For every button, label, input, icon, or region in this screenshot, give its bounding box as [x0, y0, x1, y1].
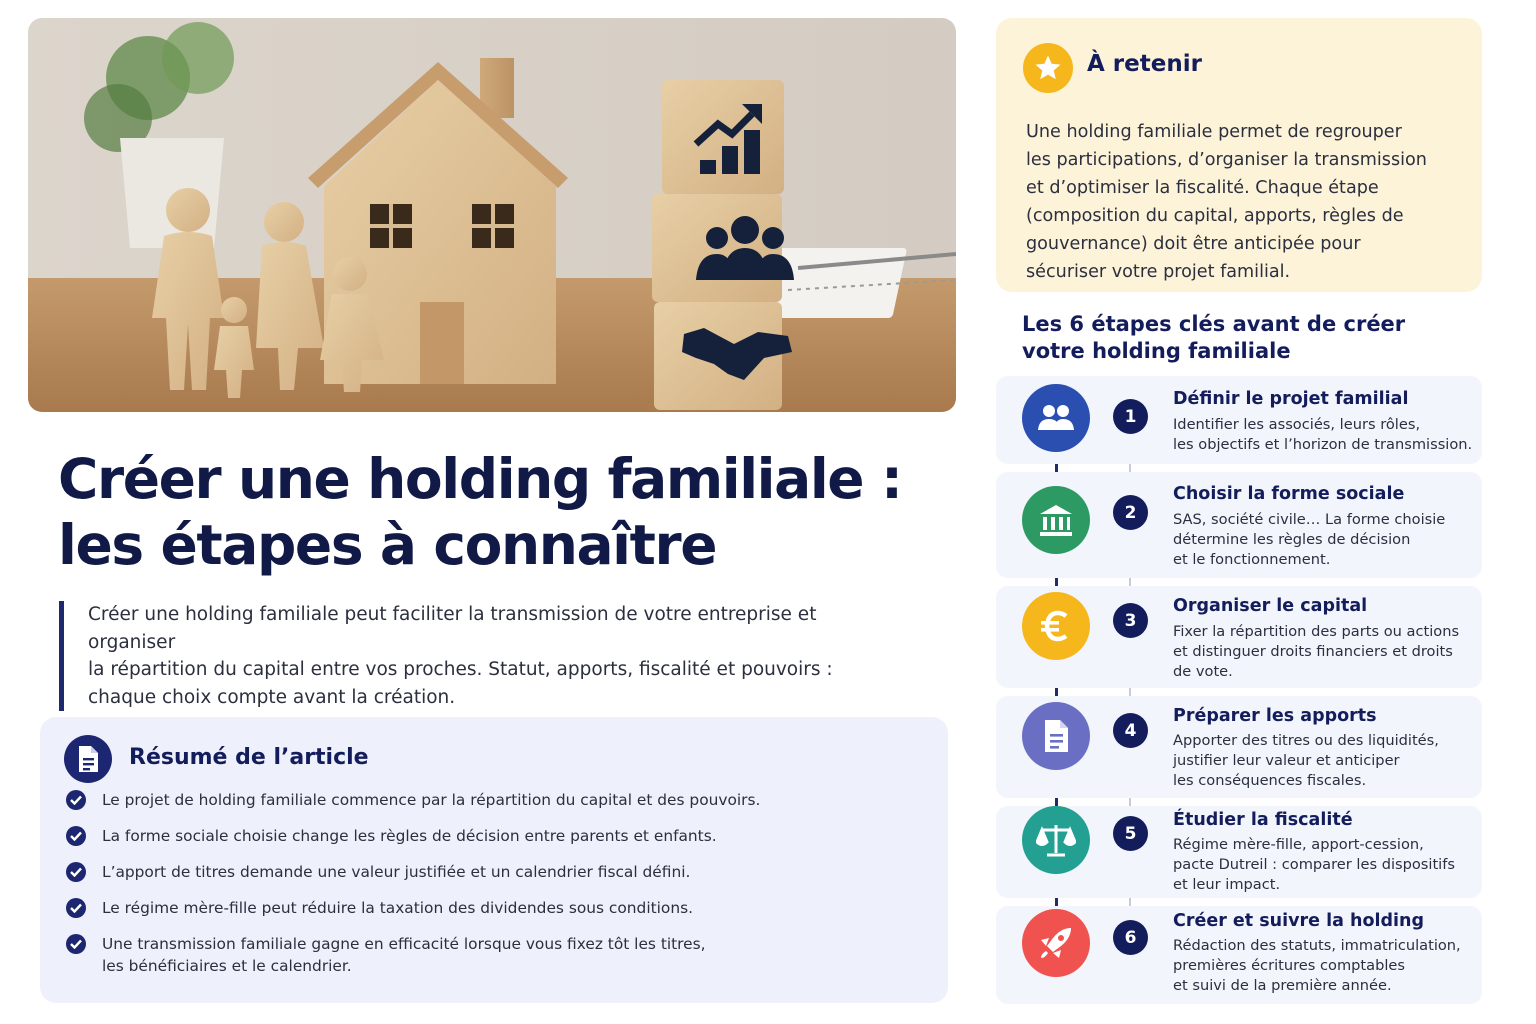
steps-timeline: [996, 376, 1482, 1006]
step-card: [996, 806, 1482, 898]
step-card: [996, 586, 1482, 688]
hero-image: [28, 18, 956, 412]
step-title: Étudier la fiscalité: [1173, 810, 1353, 830]
page-title-line1: Créer une holding familiale :: [58, 447, 902, 511]
star-icon: [1023, 43, 1073, 93]
step-number: 5: [1113, 816, 1148, 851]
page-title: [58, 446, 938, 578]
step-number: 2: [1113, 495, 1148, 530]
step-number: 1: [1113, 399, 1148, 434]
summary-title: Résumé de l’article: [129, 745, 369, 770]
list-item: L’apport de titres demande une valeur justifiée et un calendrier fiscal défini.: [66, 861, 926, 883]
list-item: La forme sociale choisie change les règles de décision entre parents et enfants.: [66, 825, 926, 847]
people-icon: [1022, 384, 1090, 452]
step-description: Fixer la répartition des parts ou actions et distinguer droits financiers et droits de vote.: [1173, 623, 1460, 680]
wooden-cubes: [652, 80, 794, 410]
document-icon: [64, 735, 112, 783]
intro-line: chaque choix compte avant la création.: [88, 686, 456, 708]
step-title: Préparer les apports: [1173, 706, 1377, 726]
scales-icon: [1022, 806, 1090, 874]
step-description: Identifier les associés, leurs rôles, les objectifs et l’horizon de transmission.: [1173, 416, 1473, 453]
article-intro: [59, 601, 899, 711]
check-icon: [66, 934, 86, 954]
check-icon: [66, 898, 86, 918]
steps-heading: Les 6 étapes clés avant de créer votre holding familiale: [1022, 312, 1406, 363]
step-number: 4: [1113, 713, 1148, 748]
step-description: SAS, société civile… La forme choisie détermine les règles de décision et le fonctionnement.: [1173, 511, 1446, 568]
intro-line: la répartition du capital entre vos proches. Statut, apports, fiscalité et pouvoirs :: [88, 659, 833, 680]
euro-icon: [1022, 592, 1090, 660]
step-number: 6: [1113, 920, 1148, 955]
check-icon: [66, 826, 86, 846]
summary-card: [40, 717, 948, 1003]
list-item: Le régime mère-fille peut réduire la taxation des dividendes sous conditions.: [66, 897, 926, 919]
check-icon: [66, 862, 86, 882]
step-title: Organiser le capital: [1173, 596, 1368, 616]
page-title-line2: les étapes à connaître: [58, 513, 717, 577]
step-description: Rédaction des statuts, immatriculation, premières écritures comptables et suivi de la première année.: [1173, 937, 1461, 994]
key-takeaway-title: À retenir: [1087, 51, 1202, 77]
document-icon: [1022, 702, 1090, 770]
step-number: 3: [1113, 603, 1148, 638]
step-description: Apporter des titres ou des liquidités, justifier leur valeur et anticiper les conséquences fiscales.: [1173, 732, 1439, 789]
list-item: Une transmission familiale gagne en efficacité lorsque vous fixez tôt les titres, les bénéficiaires et le calendrier.: [66, 933, 926, 977]
step-card: [996, 472, 1482, 578]
intro-line: Créer une holding familiale peut faciliter la transmission de votre entreprise et organiser: [88, 604, 817, 653]
summary-list: [66, 789, 926, 991]
step-description: Régime mère-fille, apport-cession, pacte Dutreil : comparer les dispositifs et leur impact.: [1173, 836, 1455, 893]
check-icon: [66, 790, 86, 810]
step-title: Choisir la forme sociale: [1173, 484, 1405, 504]
rocket-icon: [1022, 909, 1090, 977]
key-takeaway-text: Une holding familiale permet de regrouper les participations, d’organiser la transmission et d’optimiser la fiscalité. Chaque étape (composition du capital, apports, règles de gouvernance) doit être anticipée pour sécuriser votre projet familial.: [1026, 122, 1427, 282]
step-title: Définir le projet familial: [1173, 389, 1409, 409]
step-card: [996, 906, 1482, 1004]
step-card: [996, 376, 1482, 464]
step-card: [996, 696, 1482, 798]
list-item: Le projet de holding familiale commence par la répartition du capital et des pouvoirs.: [66, 789, 926, 811]
key-takeaway-card: [996, 18, 1482, 292]
step-title: Créer et suivre la holding: [1173, 911, 1425, 931]
bank-icon: [1022, 486, 1090, 554]
